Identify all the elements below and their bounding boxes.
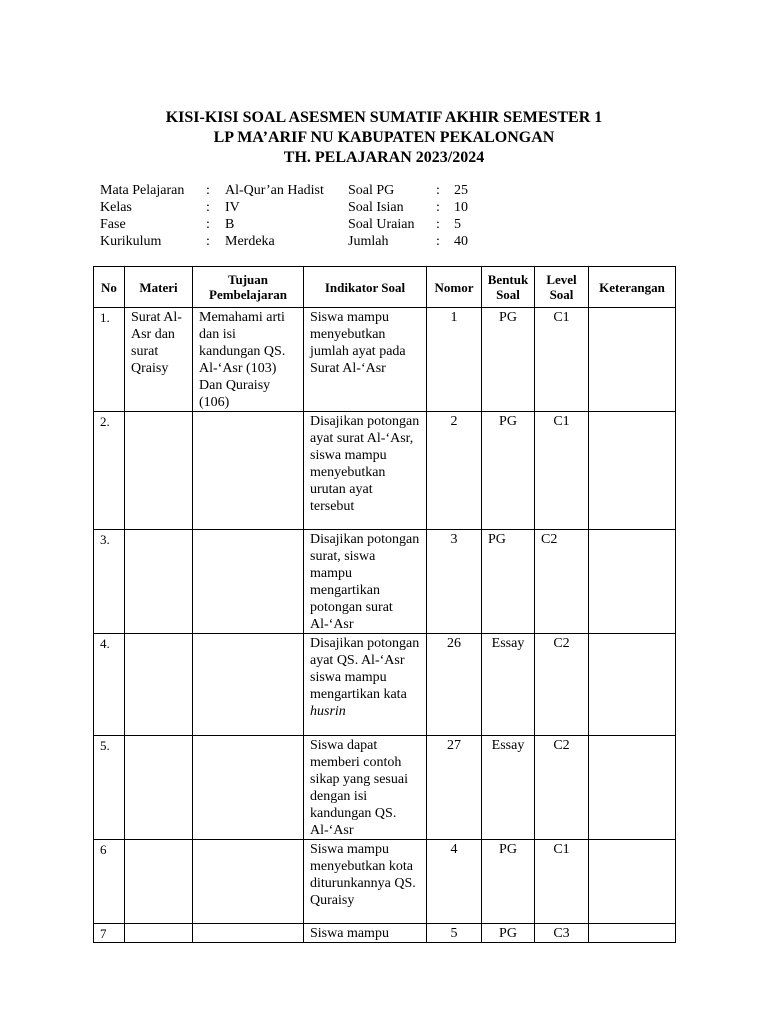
cell-nomor: 2 bbox=[427, 412, 482, 530]
cell-level: C2 bbox=[535, 736, 589, 840]
cell-materi: Surat Al-Asr dan surat Qraisy bbox=[125, 308, 193, 412]
meta-value-2: 25 bbox=[454, 183, 468, 198]
table-row bbox=[94, 736, 676, 840]
cell-no: 2. bbox=[94, 412, 125, 530]
cell-bentuk: Essay bbox=[482, 736, 535, 840]
cell-nomor: 3 bbox=[427, 530, 482, 634]
header-keterangan: Keterangan bbox=[589, 267, 676, 308]
cell-indikator-text: Siswa mampu menyebutkan kota diturunkannya QS. Quraisy bbox=[310, 842, 416, 908]
meta-label: Kurikulum bbox=[100, 234, 162, 249]
table-row bbox=[94, 840, 676, 924]
meta-label: Kelas bbox=[100, 200, 132, 215]
meta-label-2: Jumlah bbox=[348, 234, 389, 249]
header-nomor: Nomor bbox=[427, 267, 482, 308]
meta-value-2: 40 bbox=[454, 234, 468, 249]
header-bentuk bbox=[482, 267, 535, 308]
meta-label-2: Soal Isian bbox=[348, 200, 404, 215]
meta-value: B bbox=[225, 217, 235, 232]
cell-keterangan bbox=[589, 634, 676, 736]
meta-label-2: Soal Uraian bbox=[348, 217, 415, 232]
header-level-line-1: Level bbox=[546, 272, 577, 287]
header-bentuk-line-1: Bentuk bbox=[487, 272, 529, 287]
cell-tujuan: Memahami arti dan isi kandungan QS. Al-‘Asr (103) Dan Quraisy (106) bbox=[193, 308, 304, 412]
meta-value-2: 5 bbox=[454, 217, 461, 232]
cell-indikator-text: Siswa mampu bbox=[310, 926, 389, 941]
cell-materi bbox=[125, 412, 193, 530]
cell-indikator bbox=[304, 924, 427, 943]
meta-colon-2: : bbox=[436, 217, 440, 232]
table-row bbox=[94, 634, 676, 736]
meta-colon: : bbox=[206, 234, 210, 249]
cell-indikator-text: Disajikan potongan ayat surat Al-‘Asr, siswa mampu menyebutkan urutan ayat tersebut bbox=[310, 414, 420, 514]
cell-level: C2 bbox=[535, 530, 589, 634]
cell-indikator-text: Siswa dapat memberi contoh sikap yang sesuai dengan isi kandungan QS. Al-‘Asr bbox=[310, 738, 408, 838]
cell-level: C1 bbox=[535, 840, 589, 924]
cell-bentuk: PG bbox=[482, 840, 535, 924]
meta-colon: : bbox=[206, 183, 210, 198]
cell-indikator bbox=[304, 736, 427, 840]
title-line-2: LP MA’ARIF NU KABUPATEN PEKALONGAN bbox=[213, 129, 555, 146]
header-no: No bbox=[94, 267, 125, 308]
cell-bentuk: PG bbox=[482, 530, 535, 634]
cell-no: 1. bbox=[94, 308, 125, 412]
table-row bbox=[94, 530, 676, 634]
cell-nomor: 27 bbox=[427, 736, 482, 840]
cell-no: 3. bbox=[94, 530, 125, 634]
cell-keterangan bbox=[589, 924, 676, 943]
cell-materi bbox=[125, 530, 193, 634]
cell-materi bbox=[125, 840, 193, 924]
cell-materi bbox=[125, 736, 193, 840]
cell-level: C1 bbox=[535, 412, 589, 530]
cell-bentuk: PG bbox=[482, 412, 535, 530]
cell-tujuan bbox=[193, 840, 304, 924]
meta-colon-2: : bbox=[436, 234, 440, 249]
header-bentuk-line-2: Soal bbox=[496, 287, 520, 302]
cell-nomor: 4 bbox=[427, 840, 482, 924]
cell-indikator bbox=[304, 308, 427, 412]
header-indikator: Indikator Soal bbox=[304, 267, 427, 308]
cell-bentuk: PG bbox=[482, 924, 535, 943]
cell-keterangan bbox=[589, 412, 676, 530]
table-row bbox=[94, 308, 676, 412]
meta-value: Merdeka bbox=[225, 234, 275, 249]
header-tujuan bbox=[193, 267, 304, 308]
cell-tujuan bbox=[193, 530, 304, 634]
document-title bbox=[0, 108, 768, 168]
cell-no: 6 bbox=[94, 840, 125, 924]
meta-label-2: Soal PG bbox=[348, 183, 395, 198]
cell-nomor: 5 bbox=[427, 924, 482, 943]
cell-keterangan bbox=[589, 840, 676, 924]
kisi-table bbox=[93, 266, 676, 943]
cell-no: 4. bbox=[94, 634, 125, 736]
cell-no: 7 bbox=[94, 924, 125, 943]
cell-nomor: 1 bbox=[427, 308, 482, 412]
header-level-line-2: Soal bbox=[549, 287, 574, 302]
header-tujuan-line-1: Tujuan bbox=[228, 272, 268, 287]
table-row bbox=[94, 412, 676, 530]
cell-keterangan bbox=[589, 530, 676, 634]
cell-bentuk: Essay bbox=[482, 634, 535, 736]
cell-indikator-text: Siswa mampu menyebutkan jumlah ayat pada Surat Al-‘Asr bbox=[310, 310, 406, 376]
cell-keterangan bbox=[589, 736, 676, 840]
cell-indikator-text: Disajikan potongan surat, siswa mampu mengartikan potongan surat Al-‘Asr bbox=[310, 532, 420, 632]
cell-indikator bbox=[304, 634, 427, 736]
cell-bentuk: PG bbox=[482, 308, 535, 412]
cell-tujuan bbox=[193, 634, 304, 736]
cell-nomor: 26 bbox=[427, 634, 482, 736]
header-level bbox=[535, 267, 589, 308]
meta-label: Fase bbox=[100, 217, 126, 232]
cell-materi bbox=[125, 634, 193, 736]
cell-level: C3 bbox=[535, 924, 589, 943]
meta-value-2: 10 bbox=[454, 200, 468, 215]
meta-colon: : bbox=[206, 217, 210, 232]
cell-tujuan bbox=[193, 412, 304, 530]
cell-tujuan bbox=[193, 736, 304, 840]
cell-tujuan bbox=[193, 924, 304, 943]
meta-label: Mata Pelajaran bbox=[100, 183, 185, 198]
meta-value: IV bbox=[225, 200, 240, 215]
cell-indikator-text: Disajikan potongan ayat QS. Al-‘Asr siswa mampu mengartikan kata bbox=[310, 636, 420, 702]
header-tujuan-line-2: Pembelajaran bbox=[209, 287, 287, 302]
meta-colon: : bbox=[206, 200, 210, 215]
table-header-row bbox=[94, 267, 676, 308]
cell-indikator bbox=[304, 412, 427, 530]
cell-keterangan bbox=[589, 308, 676, 412]
cell-indikator bbox=[304, 530, 427, 634]
meta-colon-2: : bbox=[436, 183, 440, 198]
table-row bbox=[94, 924, 676, 943]
title-line-3: TH. PELAJARAN 2023/2024 bbox=[283, 149, 485, 166]
cell-no: 5. bbox=[94, 736, 125, 840]
cell-indikator-italic: husrin bbox=[310, 704, 346, 719]
cell-materi bbox=[125, 924, 193, 943]
cell-indikator bbox=[304, 840, 427, 924]
header-materi: Materi bbox=[125, 267, 193, 308]
meta-colon-2: : bbox=[436, 200, 440, 215]
title-line-1: KISI-KISI SOAL ASESMEN SUMATIF AKHIR SEMESTER 1 bbox=[165, 109, 603, 126]
cell-level: C2 bbox=[535, 634, 589, 736]
cell-level: C1 bbox=[535, 308, 589, 412]
meta-value: Al-Qur’an Hadist bbox=[225, 183, 324, 198]
